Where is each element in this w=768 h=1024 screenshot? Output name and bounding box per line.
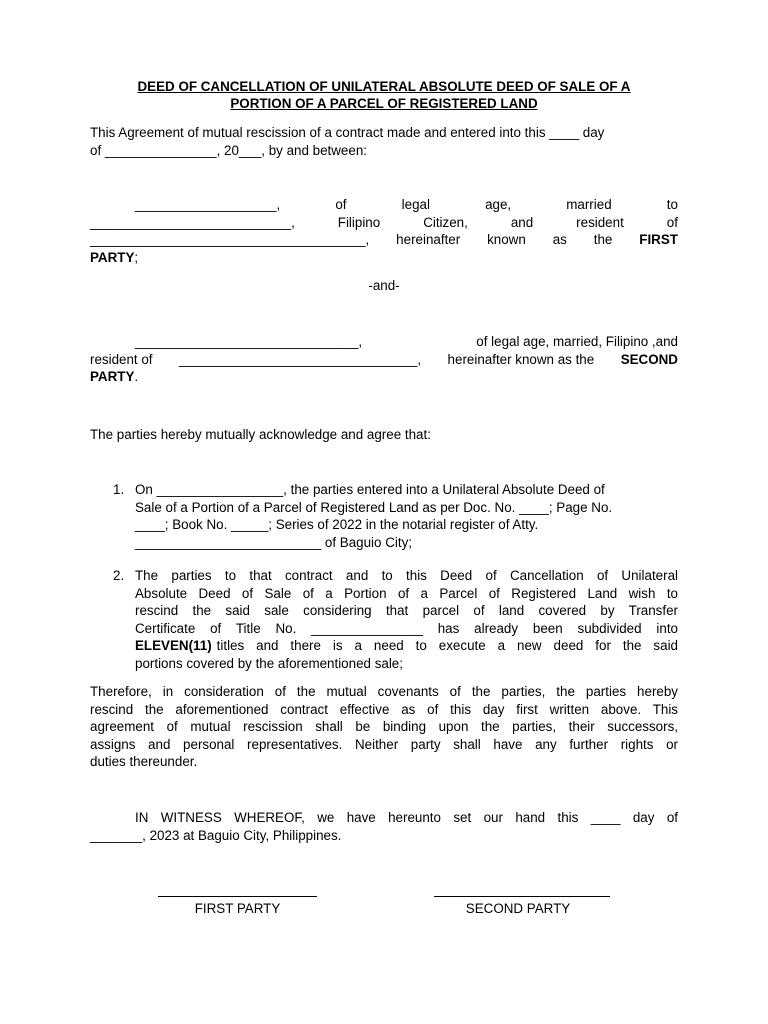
second-party-period: .	[134, 369, 139, 384]
fp-word: hereinafter	[396, 232, 461, 247]
second-party-residence-blank: ________________________________,	[179, 351, 422, 367]
second-party-signature-label: SECOND PARTY	[465, 901, 571, 916]
list-item-line: Absolute Deed of Sale of a Portion of a Parcel of Registered Land wish to	[135, 585, 678, 601]
therefore-line: agreement of mutual rescission shall be binding upon the parties, their successors,	[90, 719, 678, 734]
intro-line-2: of _______________, 20___, by and between:	[90, 142, 367, 158]
list-item-line: rescind the said sale considering that parcel of land covered by Transfer	[135, 603, 678, 618]
first-party-line-1	[90, 196, 678, 214]
second-party-label-second: SECOND	[620, 351, 678, 367]
eleven-bold: ELEVEN(11)	[135, 638, 212, 653]
second-party-residence-prefix: resident of	[90, 351, 153, 367]
fp-word: the	[593, 232, 613, 247]
title-line-1: DEED OF CANCELLATION OF UNILATERAL ABSOLUTE DEED OF SALE OF A	[137, 79, 631, 94]
list-item-line-rest: titles and there is a need to execute a new deed for the said	[216, 638, 678, 653]
first-party-residence-blank: _____________________________________,	[90, 232, 370, 247]
second-party-signature-line	[434, 896, 610, 897]
intro-line-1: This Agreement of mutual rescission of a contract made and entered into this ____ day	[90, 125, 605, 140]
list-item-line	[135, 637, 678, 655]
second-party-line-2-rest: hereinafter known as the	[447, 351, 595, 367]
fp-word: known	[487, 232, 526, 247]
fp-word: Filipino	[337, 214, 381, 230]
therefore-line: Therefore, in consideration of the mutual covenants of the parties, the parties hereby	[90, 684, 678, 699]
second-party-name-blank: ______________________________,	[135, 334, 363, 349]
list-item-text	[135, 567, 678, 672]
fp-word: age,	[485, 197, 512, 212]
second-party-line-1	[90, 333, 678, 351]
acknowledge-statement: The parties hereby mutually acknowledge and agree that:	[90, 427, 431, 442]
first-party-label-party: PARTY	[90, 249, 135, 265]
first-party-line-4	[90, 249, 678, 267]
list-item-line: The parties to that contract and to this Deed of Cancellation of Unilateral	[135, 568, 678, 583]
fp-word: Citizen,	[423, 214, 468, 230]
list-item-line: _________________________ of Baguio City;	[135, 534, 412, 550]
title-line-2: PORTION OF A PARCEL OF REGISTERED LAND	[230, 96, 538, 111]
list-item-text	[135, 481, 678, 551]
therefore-paragraph	[90, 683, 678, 771]
fp-word: and	[510, 214, 534, 230]
list-item	[90, 481, 678, 551]
first-party-paragraph	[90, 196, 678, 266]
witness-line-2: _______, 2023 at Baguio City, Philippines.	[90, 827, 342, 843]
therefore-line: rescind the aforementioned contract effective as of this day first written above. This	[90, 701, 678, 717]
witness-line-1: IN WITNESS WHEREOF, we have hereunto set our hand this ____ day of	[135, 810, 678, 825]
terms-list	[90, 481, 678, 672]
first-party-spouse-blank: ___________________________,	[90, 214, 295, 230]
list-item-line: ____; Book No. _____; Series of 2022 in the notarial register of Atty.	[135, 517, 539, 532]
list-item-line: Sale of a Portion of a Parcel of Registered Land as per Doc. No. ____; Page No.	[135, 499, 613, 515]
fp-word: resident	[576, 214, 624, 230]
first-party-label-first: FIRST	[639, 232, 678, 247]
fp-word: married	[566, 197, 612, 212]
intro-paragraph	[90, 124, 678, 159]
list-item-line: Certificate of Title No. _______________ has already been subdivided into	[135, 620, 678, 636]
second-party-line-2	[90, 351, 678, 369]
list-item-number: 2.	[113, 568, 125, 583]
fp-word: of	[335, 197, 347, 212]
fp-word: as	[552, 232, 567, 247]
fp-word: of	[666, 214, 678, 230]
first-party-name-blank: ___________________,	[135, 197, 281, 212]
second-party-line-1-rest: of legal age, married, Filipino ,and	[476, 334, 678, 349]
first-party-semicolon: ;	[134, 249, 139, 265]
second-party-label-party: PARTY	[90, 369, 135, 384]
list-item-line: On _________________, the parties entered into a Unilateral Absolute Deed of	[135, 482, 605, 497]
list-item	[90, 567, 678, 672]
first-party-line-2	[90, 214, 678, 232]
list-item-line: portions covered by the aforementioned sale;	[135, 655, 403, 671]
first-party-signature-line	[158, 896, 317, 897]
and-separator: -and-	[368, 278, 400, 293]
therefore-line: duties thereunder.	[90, 754, 198, 769]
first-party-line-3	[90, 231, 678, 249]
fp-word: to	[666, 197, 678, 212]
therefore-line: assigns and personal representatives. Neither party shall have any further rights or	[90, 736, 678, 752]
first-party-signature-label: FIRST PARTY	[194, 901, 281, 916]
second-party-paragraph	[90, 333, 678, 386]
second-party-line-3	[90, 368, 678, 386]
list-item-number: 1.	[113, 482, 125, 497]
document-title	[90, 78, 678, 112]
witness-paragraph	[90, 809, 678, 844]
fp-word: legal	[401, 197, 430, 212]
